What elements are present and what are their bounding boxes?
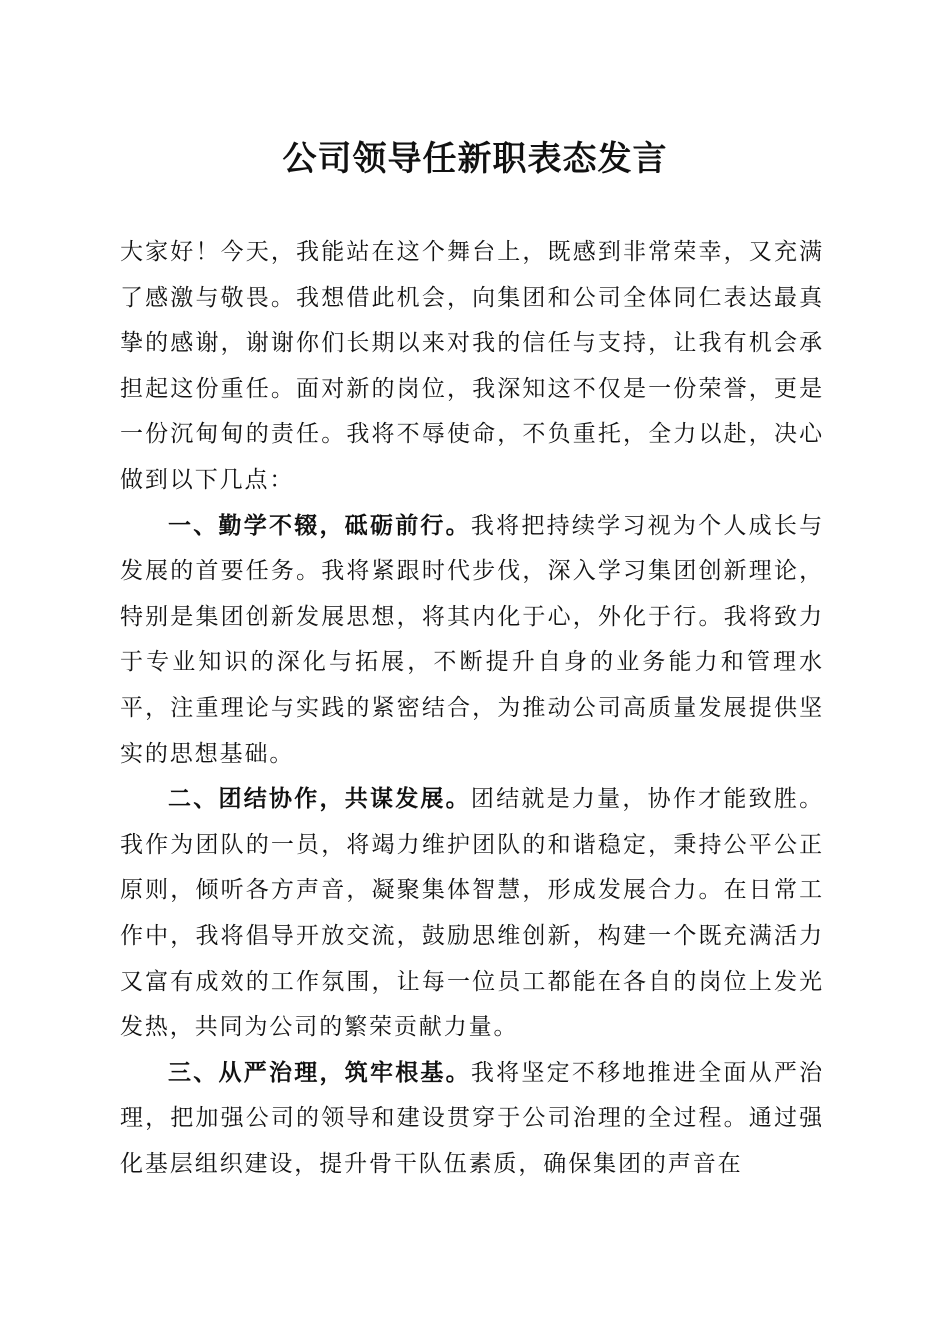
- section-paragraph-1: [120, 504, 824, 778]
- section-heading-3: 三、从严治理，筑牢根基。: [168, 1059, 471, 1086]
- section-text-1: 我将把持续学习视为个人成长与发展的首要任务。我将紧跟时代步伐，深入学习集团创新理论，特别是集团创新发展思想，将其内化于心，外化于行。我将致力于专业知识的深化与拓展，不断提升自身的业务能力和管理水平，注重理论与实践的紧密结合，为推动公司高质量发展提供坚实的思想基础。: [120, 512, 824, 767]
- section-paragraph-3: [120, 1051, 824, 1188]
- document-body: [120, 230, 824, 1187]
- section-heading-1: 一、勤学不辍，砥砺前行。: [168, 512, 471, 539]
- section-text-3: 我将坚定不移地推进全面从严治理，把加强公司的领导和建设贯穿于公司治理的全过程。通过强化基层组织建设，提升骨干队伍素质，确保集团的声音在: [120, 1059, 824, 1177]
- document-title: 公司领导任新职表态发言: [282, 139, 668, 179]
- intro-paragraph: 大家好！今天，我能站在这个舞台上，既感到非常荣幸，又充满了感激与敬畏。我想借此机会，向集团和公司全体同仁表达最真挚的感谢，谢谢你们长期以来对我的信任与支持，让我有机会承担起这份重任。面对新的岗位，我深知这不仅是一份荣誉，更是一份沉甸甸的责任。我将不辱使命，不负重托，全力以赴，决心做到以下几点：: [120, 239, 824, 493]
- section-heading-2: 二、团结协作，共谋发展。: [168, 786, 471, 813]
- section-paragraph-2: [120, 777, 824, 1051]
- section-text-2: 团结就是力量，协作才能致胜。我作为团队的一员，将竭力维护团队的和谐稳定，秉持公平公正原则，倾听各方声音，凝聚集体智慧，形成发展合力。在日常工作中，我将倡导开放交流，鼓励思维创新，构建一个既充满活力又富有成效的工作氛围，让每一位员工都能在各自的岗位上发光发热，共同为公司的繁荣贡献力量。: [120, 786, 824, 1041]
